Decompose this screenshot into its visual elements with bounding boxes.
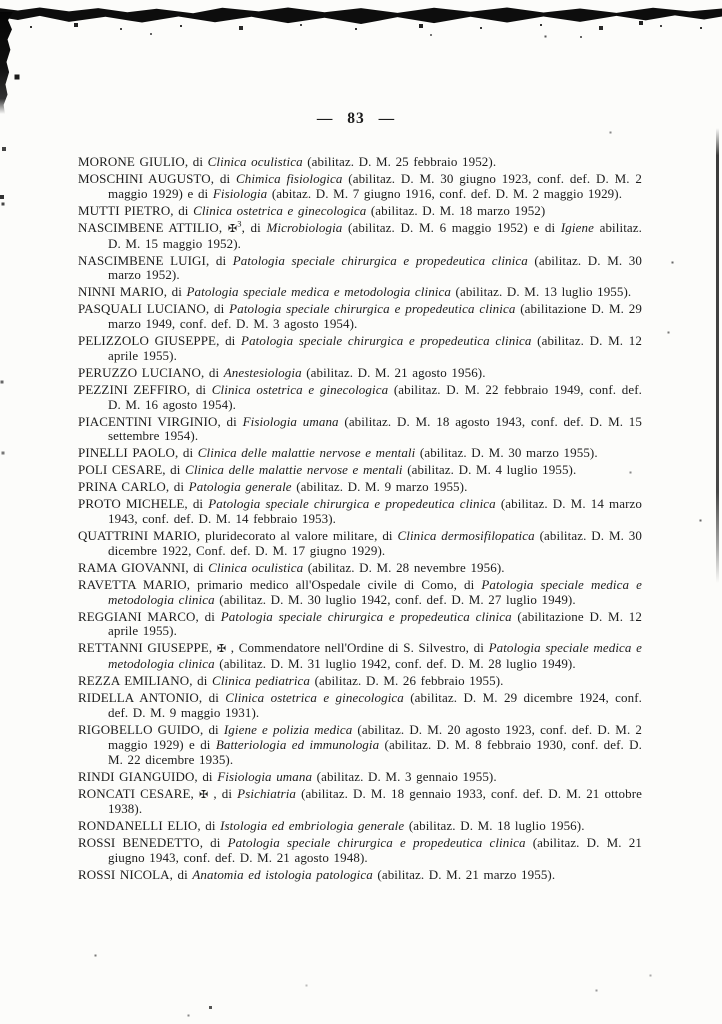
directory-entry: [78, 383, 642, 413]
specialty-name: Patologia speciale chirurgica e propedeutica clinica: [229, 301, 516, 317]
specialty-name: Istologia ed embriologia generale: [220, 818, 405, 834]
directory-entry: [78, 172, 642, 202]
specialty-name: Patologia speciale chirurgica e propedeutica clinica: [208, 496, 496, 512]
directory-entry: [78, 691, 642, 721]
entry-text: (abilitaz. D. M. 18 agosto 1943, conf. def. D. M. 15 settembre 1954).: [108, 413, 643, 444]
scan-artifact-top-edge: [0, 6, 722, 24]
entry-text: (abilitaz. D. M. 25 febbraio 1952).: [302, 154, 497, 169]
directory-entry: [78, 463, 642, 478]
specialty-name: Patologia speciale medica e metodologia clinica: [108, 576, 642, 607]
directory-entry: [78, 787, 642, 818]
directory-entry: [78, 285, 642, 300]
directory-entry: [78, 610, 642, 640]
specialty-name: Anestesiologia: [223, 364, 302, 380]
entry-text: MOSCHINI AUGUSTO, di: [78, 170, 236, 186]
directory-entry: [78, 819, 642, 834]
specialty-name: Patologia generale: [188, 479, 292, 495]
entry-text: RINDI GIANGUIDO, di: [78, 768, 218, 784]
entry-text: (abilitaz. D. M. 29 dicembre 1924, conf. def. D. M. 9 maggio 1931).: [108, 690, 642, 721]
entry-text: , di: [241, 219, 267, 235]
maltese-cross-icon: ✠: [227, 222, 238, 235]
entry-text: abilitaz. D. M. 15 maggio 1952).: [108, 219, 642, 251]
directory-entry: [78, 218, 642, 252]
specialty-name: Chimica fisiologica: [235, 170, 343, 186]
entry-text: RONDANELLI ELIO, di: [78, 818, 221, 834]
directory-entry: [78, 561, 642, 576]
specialty-name: Clinica oculistica: [208, 559, 304, 575]
entry-text: (abilitaz. D. M. 13 luglio 1955).: [450, 284, 632, 300]
scan-artifact-page-edge-line: [716, 128, 719, 583]
entry-text: (abilitaz. D. M. 9 marzo 1955).: [291, 479, 468, 495]
specialty-name: Clinica delle malattie nervose e mentali: [197, 445, 416, 461]
entry-text: RETTANNI GIUSEPPE,: [78, 640, 217, 656]
directory-entry: [78, 770, 642, 785]
entry-text: (abilitaz. D. M. 30 marzo 1952).: [108, 252, 642, 283]
entry-text: (abilitaz. D. M. 6 maggio 1952) e di: [342, 219, 561, 235]
specialty-name: Patologia speciale medica e metodologia clinica: [186, 284, 451, 300]
specialty-name: Igiene: [560, 219, 594, 235]
specialty-name: Clinica delle malattie nervose e mentali: [185, 462, 403, 478]
entry-text: QUATTRINI MARIO, pluridecorato al valore militare, di: [78, 528, 398, 544]
directory-entry: [78, 480, 642, 495]
specialty-name: Batteriologia ed immunologia: [215, 736, 380, 752]
specialty-name: Clinica ostetrica e ginecologica: [225, 690, 404, 706]
directory-entry: [78, 415, 642, 445]
entry-text: (abilitaz. D. M. 18 marzo 1952): [366, 202, 546, 218]
specialty-name: Clinica ostetrica e ginecologica: [211, 381, 389, 397]
entry-text: (abilitaz. D. M. 31 luglio 1942, conf. def. D. M. 28 luglio 1949).: [214, 656, 576, 672]
entry-text: (abilitazione D. M. 29 marzo 1949, conf. def. D. M. 3 agosto 1954).: [108, 301, 642, 332]
entry-text: (abilitaz. D. M. 30 giugno 1923, conf. def. D. M. 2 maggio 1929) e di: [108, 170, 642, 201]
specialty-name: Clinica dermosifilopatica: [397, 528, 535, 544]
specialty-name: Patologia speciale medica e metodologia clinica: [108, 640, 642, 672]
specialty-name: Clinica pediatrica: [212, 673, 311, 689]
specialty-name: Fisiologia: [212, 185, 268, 201]
specialty-name: Patologia speciale chirurgica e propedeutica clinica: [227, 835, 526, 851]
directory-entry: [78, 641, 642, 672]
specialty-name: Anatomia ed istologia patologica: [192, 867, 373, 883]
directory-entry: [78, 334, 642, 364]
entry-text: (abitaz. D. M. 7 giugno 1916, conf. def. D. M. 2 maggio 1929).: [267, 185, 623, 201]
directory-entry: [78, 204, 642, 219]
directory-entry: [78, 254, 642, 284]
entry-text: (abilitaz. D. M. 3 gennaio 1955).: [312, 768, 497, 784]
directory-entry: [78, 723, 642, 767]
directory-entry: [78, 446, 642, 461]
directory-entry: [78, 497, 642, 527]
directory-entry: [78, 674, 642, 689]
specialty-name: Fisiologia umana: [242, 413, 339, 429]
specialty-name: Fisiologia umana: [217, 768, 313, 784]
entry-text: RIDELLA ANTONIO, di: [78, 690, 226, 706]
directory-entry: [78, 868, 642, 883]
maltese-cross-icon: ✠: [198, 788, 209, 801]
directory-entry: [78, 836, 642, 866]
scan-artifact-left-smudge: [0, 12, 13, 114]
entry-text: PIACENTINI VIRGINIO, di: [78, 413, 243, 429]
entry-text: (abilitazione D. M. 12 aprile 1955).: [108, 608, 642, 639]
directory-entry: [78, 578, 642, 608]
specialty-name: Patologia speciale chirurgica e propedeutica clinica: [220, 608, 512, 624]
entry-text: (abilitaz. D. M. 21 giugno 1943, conf. def. D. M. 21 agosto 1948).: [108, 835, 642, 866]
entry-list: [78, 155, 642, 885]
entry-text: PROTO MICHELE, di: [78, 496, 209, 512]
entry-text: PASQUALI LUCIANO, di: [78, 301, 230, 317]
entry-text: (abilitaz. D. M. 26 febbraio 1955).: [310, 673, 504, 689]
entry-text: (abilitaz. D. M. 21 marzo 1955).: [372, 867, 556, 883]
entry-text: PEZZINI ZEFFIRO, di: [78, 381, 212, 397]
entry-text: REZZA EMILIANO, di: [78, 673, 213, 689]
specialty-name: Microbiologia: [266, 219, 343, 235]
entry-text: 3: [237, 218, 242, 229]
entry-text: (abilitaz. D. M. 18 luglio 1956).: [404, 818, 585, 834]
entry-text: POLI CESARE, di: [78, 462, 186, 478]
scan-artifact-specks: [0, 0, 1, 1]
entry-text: (abilitaz. D. M. 28 nevembre 1956).: [303, 559, 505, 575]
entry-text: (abilitaz. D. M. 4 luglio 1955).: [402, 462, 577, 478]
entry-text: RIGOBELLO GUIDO, di: [78, 722, 224, 738]
entry-text: ROSSI BENEDETTO, di: [78, 835, 228, 851]
specialty-name: Patologia speciale chirurgica e propedeutica clinica: [241, 333, 532, 349]
entry-text: (abilitaz. D. M. 22 febbraio 1949, conf. def. D. M. 16 agosto 1954).: [108, 381, 642, 412]
entry-text: (abilitaz. D. M. 12 aprile 1955).: [108, 333, 642, 363]
page-number: — 83 —: [316, 110, 396, 127]
specialty-name: Patologia speciale chirurgica e propedeutica clinica: [232, 252, 528, 268]
specialty-name: Psichiatria: [237, 785, 297, 801]
directory-entry: [78, 529, 642, 559]
maltese-cross-icon: ✠: [216, 643, 227, 656]
specialty-name: Igiene e polizia medica: [223, 722, 353, 738]
entry-text: NASCIMBENE ATTILIO,: [78, 219, 228, 235]
directory-entry: [78, 366, 642, 381]
entry-text: (abilitaz. D. M. 18 gennaio 1933, conf. def. D. M. 21 ottobre 1938).: [108, 785, 642, 817]
entry-text: NINNI MARIO, di: [78, 284, 187, 300]
entry-text: RONCATI CESARE,: [78, 785, 199, 801]
entry-text: NASCIMBENE LUIGI, di: [78, 252, 233, 268]
entry-text: (abilitaz. D. M. 30 luglio 1942, conf. def. D. M. 27 luglio 1949).: [214, 591, 576, 607]
entry-text: (abilitaz. D. M. 8 febbraio 1930, conf. def. D. M. 22 dicembre 1935).: [108, 736, 643, 767]
entry-text: , di: [208, 785, 238, 801]
entry-text: ROSSI NICOLA, di: [78, 867, 193, 883]
entry-text: (abilitaz. D. M. 30 dicembre 1922, Conf. def. D. M. 17 giugno 1929).: [108, 528, 642, 558]
entry-text: PINELLI PAOLO, di: [78, 445, 198, 461]
entry-text: (abilitaz. D. M. 21 agosto 1956).: [301, 364, 486, 380]
entry-text: MORONE GIULIO, di: [78, 154, 208, 169]
entry-text: REGGIANI MARCO, di: [78, 608, 221, 624]
entry-text: , Commendatore nell'Ordine di S. Silvestro, di: [226, 640, 489, 656]
entry-text: PRINA CARLO, di: [78, 479, 189, 495]
entry-text: (abilitaz. D. M. 14 marzo 1943, conf. def. D. M. 14 febbraio 1953).: [108, 496, 642, 527]
entry-text: MUTTI PIETRO, di: [78, 202, 194, 218]
specialty-name: Clinica ostetrica e ginecologica: [193, 202, 367, 218]
entry-text: RAVETTA MARIO, primario medico all'Ospedale civile di Como, di: [78, 576, 482, 592]
directory-entry: [78, 302, 642, 332]
specialty-name: Clinica oculistica: [207, 154, 303, 169]
directory-entry: [78, 155, 642, 170]
entry-text: RAMA GIOVANNI, di: [78, 559, 209, 575]
entry-text: (abilitaz. D. M. 30 marzo 1955).: [415, 445, 598, 461]
entry-text: PELIZZOLO GIUSEPPE, di: [78, 333, 242, 349]
entry-text: PERUZZO LUCIANO, di: [78, 364, 224, 380]
entry-text: (abilitaz. D. M. 20 agosto 1923, conf. def. D. M. 2 maggio 1929) e di: [108, 722, 642, 752]
